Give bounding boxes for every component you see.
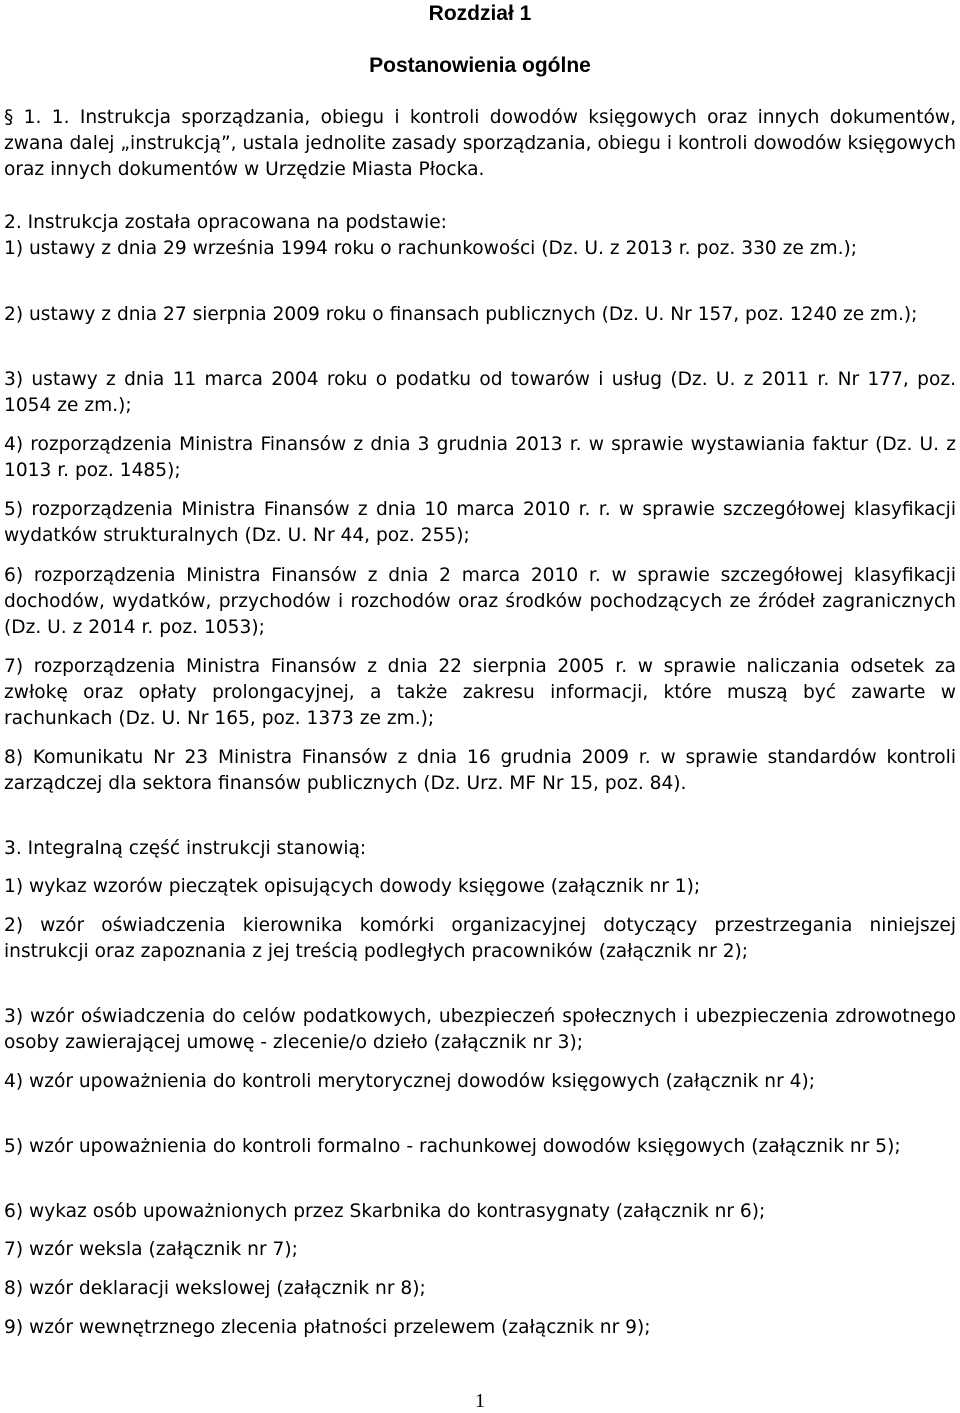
legal-basis-item-3: 3) ustawy z dnia 11 marca 2004 roku o podatku od towarów i usług (Dz. U. z 2011 r. Nr 177, poz. 1054 ze zm.); <box>4 369 956 416</box>
attachment-item-4: 4) wzór upoważnienia do kontroli merytorycznej dowodów księgowych (załącznik nr 4); <box>4 1071 815 1092</box>
attachment-item-2: 2) wzór oświadczenia kierownika komórki organizacyjnej dotyczący przestrzegania niniejszej instrukcji oraz zapoznania z jej treścią podległych pracowników (załącznik nr 2); <box>4 915 956 962</box>
legal-basis-item-2: 2) ustawy z dnia 27 sierpnia 2009 roku o finansach publicznych (Dz. U. Nr 157, poz. 1240 ze zm.); <box>4 304 918 325</box>
attachment-item-5: 5) wzór upoważnienia do kontroli formalno - rachunkowej dowodów księgowych (załącznik nr 5); <box>4 1136 901 1157</box>
chapter-subtitle: Postanowienia ogólne <box>369 54 591 77</box>
attachment-item-3: 3) wzór oświadczenia do celów podatkowych, ubezpieczeń społecznych i ubezpieczenia zdrowotnego osoby zawierającej umowę - zlecenie/o dzieło (załącznik nr 3); <box>4 1006 956 1053</box>
legal-basis-item-8: 8) Komunikatu Nr 23 Ministra Finansów z dnia 16 grudnia 2009 r. w sprawie standardów kontroli zarządczej dla sektora finansów publicznych (Dz. Urz. MF Nr 15, poz. 84). <box>4 747 956 794</box>
legal-basis-item-5: 5) rozporządzenia Ministra Finansów z dnia 10 marca 2010 r. r. w sprawie szczegółowej klasyfikacji wydatków strukturalnych (Dz. U. Nr 44, poz. 255); <box>4 499 956 546</box>
legal-basis-item-1: 1) ustawy z dnia 29 września 1994 roku o rachunkowości (Dz. U. z 2013 r. poz. 330 ze zm.); <box>4 238 858 259</box>
legal-basis-item-6: 6) rozporządzenia Ministra Finansów z dnia 2 marca 2010 r. w sprawie szczegółowej klasyfikacji dochodów, wydatków, przychodów i rozchodów oraz środków pochodzących ze źródeł zagranicznych (Dz. U. z 2014 r. poz. 1053); <box>4 565 956 638</box>
attachment-item-9: 9) wzór wewnętrznego zlecenia płatności przelewem (załącznik nr 9); <box>4 1317 651 1338</box>
attachment-item-8: 8) wzór deklaracji wekslowej (załącznik nr 8); <box>4 1278 426 1299</box>
chapter-title: Rozdział 1 <box>428 2 532 25</box>
attachment-item-7: 7) wzór weksla (załącznik nr 7); <box>4 1239 298 1260</box>
paragraph-3-intro: 3. Integralną część instrukcji stanowią: <box>4 838 367 859</box>
legal-basis-item-7: 7) rozporządzenia Ministra Finansów z dnia 22 sierpnia 2005 r. w sprawie naliczania odsetek za zwłokę oraz opłaty prolongacyjnej, a także zakresu informacji, które muszą być zawarte w rachunkach (Dz. U. Nr 165, poz. 1373 ze zm.); <box>4 656 956 729</box>
paragraph-1: § 1. 1. Instrukcja sporządzania, obiegu i kontroli dowodów księgowych oraz innych dokumentów, zwana dalej „instrukcją”, ustala jednolite zasady sporządzania, obiegu i kontroli dowodów księgowych oraz innych dokumentów w Urzędzie Miasta Płocka. <box>4 107 956 180</box>
paragraph-2-intro: 2. Instrukcja została opracowana na podstawie: <box>4 212 447 233</box>
legal-basis-item-4: 4) rozporządzenia Ministra Finansów z dnia 3 grudnia 2013 r. w sprawie wystawiania faktur (Dz. U. z 1013 r. poz. 1485); <box>4 434 956 481</box>
page-number: 1 <box>475 1390 485 1412</box>
attachment-item-1: 1) wykaz wzorów pieczątek opisujących dowody księgowe (załącznik nr 1); <box>4 876 701 897</box>
attachment-item-6: 6) wykaz osób upoważnionych przez Skarbnika do kontrasygnaty (załącznik nr 6); <box>4 1201 766 1222</box>
